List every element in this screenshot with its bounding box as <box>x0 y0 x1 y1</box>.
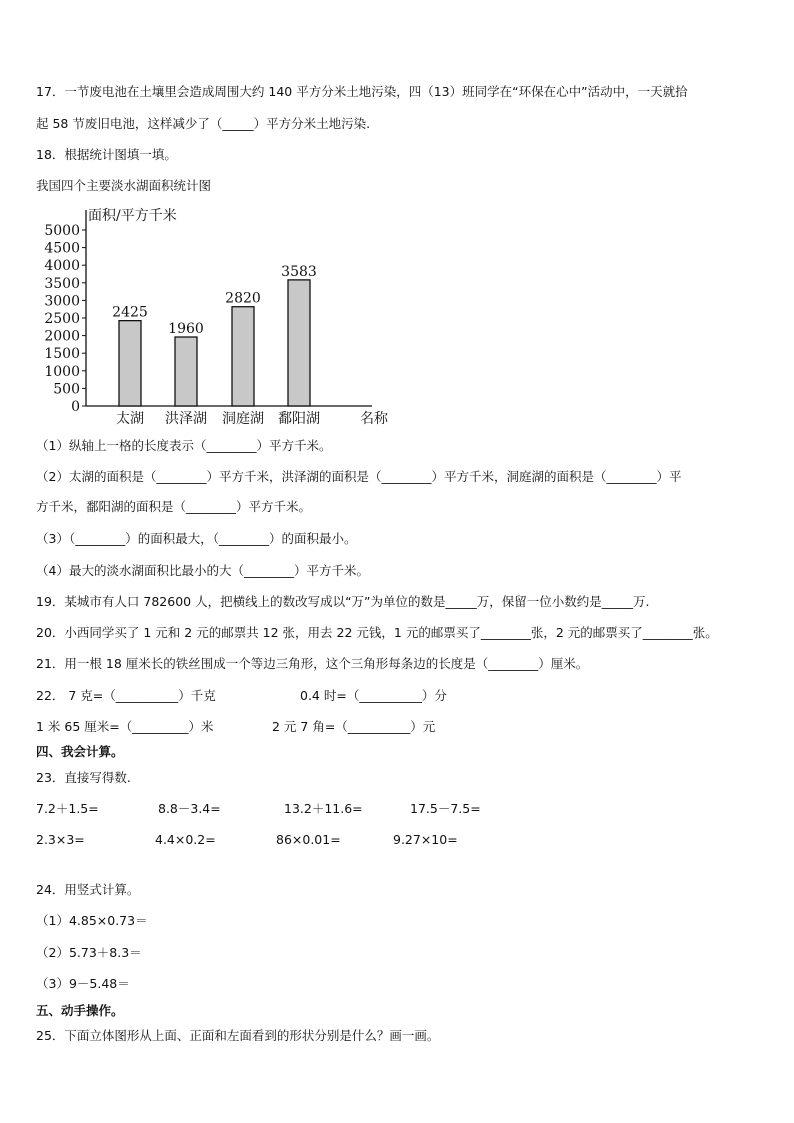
section-5-heading: 五、动手操作。 <box>36 1003 124 1018</box>
bar-2 <box>175 337 197 406</box>
y-tick-label: 1500 <box>44 346 80 363</box>
x-axis-label: 名称 <box>360 411 388 427</box>
x-category-label: 太湖 <box>116 411 144 427</box>
y-tick-label: 1000 <box>44 363 80 380</box>
x-category-label: 洪泽湖 <box>165 411 207 427</box>
q19: 19．某城市有人口 782600 人，把横线上的数改写成以“万”为单位的数是_____万，保留一位小数约是_____万. <box>36 594 650 609</box>
x-category-label: 洞庭湖 <box>222 411 264 427</box>
q23-r1-c1: 7.2＋1.5= <box>36 801 99 816</box>
y-tick-label: 2500 <box>44 311 80 327</box>
q18-sub2-line2: 方千米，鄱阳湖的面积是（________）平方千米。 <box>36 499 312 514</box>
q23-r2-c3: 86×0.01= <box>276 832 341 847</box>
q25: 25．下面立体图形从上面、正面和左面看到的形状分别是什么？画一画。 <box>36 1028 440 1043</box>
q23-heading: 23．直接写得数. <box>36 770 131 785</box>
section-4-heading: 四、我会计算。 <box>36 744 124 759</box>
y-tick-label: 2000 <box>44 328 80 345</box>
bar-1 <box>119 321 141 406</box>
y-axis-label: 面积/平方千米 <box>88 208 177 224</box>
chart-title: 我国四个主要淡水湖面积统计图 <box>36 178 212 193</box>
y-tick-label: 3500 <box>44 275 80 292</box>
q18-sub1: （1）纵轴上一格的长度表示（________）平方千米。 <box>36 438 332 453</box>
q18-sub2-line1: （2）太湖的面积是（________）平方千米，洪泽湖的面积是（________）平方千米，洞庭湖的面积是（________）平 <box>36 469 682 484</box>
bar-data-label: 1960 <box>168 321 204 338</box>
q23-r1-c2: 8.8－3.4= <box>158 801 221 816</box>
q22-a: 22． 7 克=（__________）千克 <box>36 688 216 703</box>
q22-b: 0.4 时=（__________）分 <box>300 688 447 703</box>
bar-chart <box>36 200 416 432</box>
bar-data-label: 3583 <box>281 263 317 280</box>
q22-d: 2 元 7 角=（__________）元 <box>272 719 436 734</box>
bar-data-label: 2425 <box>112 304 148 321</box>
q24-item-2: （2）5.73＋8.3＝ <box>36 945 142 960</box>
q23-r2-c4: 9.27×10= <box>393 832 458 847</box>
q24-item-1: （1）4.85×0.73＝ <box>36 913 148 928</box>
bar-4 <box>288 280 310 406</box>
q23-r1-c4: 17.5－7.5= <box>410 801 481 816</box>
y-tick-label: 3000 <box>44 293 80 310</box>
y-tick-label: 0 <box>71 399 80 415</box>
y-tick-label: 4500 <box>44 240 80 257</box>
q17-line2: 起 58 节废旧电池，这样减少了（_____）平方分米土地污染. <box>36 116 371 131</box>
y-tick-label: 4000 <box>44 258 80 275</box>
q23-r1-c3: 13.2＋11.6= <box>284 801 363 816</box>
q23-r2-c2: 4.4×0.2= <box>155 832 216 847</box>
q21: 21．用一根 18 厘米长的铁丝围成一个等边三角形，这个三角形每条边的长度是（________）厘米。 <box>36 656 589 671</box>
q18-sub4: （4）最大的淡水湖面积比最小的大（________）平方千米。 <box>36 563 369 578</box>
q24-item-3: （3）9－5.48＝ <box>36 976 130 991</box>
q17-line1: 17．一节废电池在土壤里会造成周围大约 140 平方分米土地污染，四（13）班同学在“环保在心中”活动中，一天就拾 <box>36 84 688 99</box>
y-tick-label: 500 <box>53 381 80 398</box>
y-tick-label: 5000 <box>44 223 80 239</box>
q23-r2-c1: 2.3×3= <box>36 832 85 847</box>
x-category-label: 鄱阳湖 <box>278 411 320 427</box>
q24-heading: 24．用竖式计算。 <box>36 882 140 897</box>
bar-data-label: 2820 <box>225 290 261 307</box>
q22-c: 1 米 65 厘米=（_________）米 <box>36 719 214 734</box>
q18-heading: 18．根据统计图填一填。 <box>36 147 177 162</box>
q20: 20．小西同学买了 1 元和 2 元的邮票共 12 张，用去 22 元钱，1 元的邮票买了________张，2 元的邮票买了________张。 <box>36 625 718 640</box>
bar-3 <box>232 307 254 406</box>
q18-sub3: （3）（________）的面积最大，（________）的面积最小。 <box>36 531 357 546</box>
